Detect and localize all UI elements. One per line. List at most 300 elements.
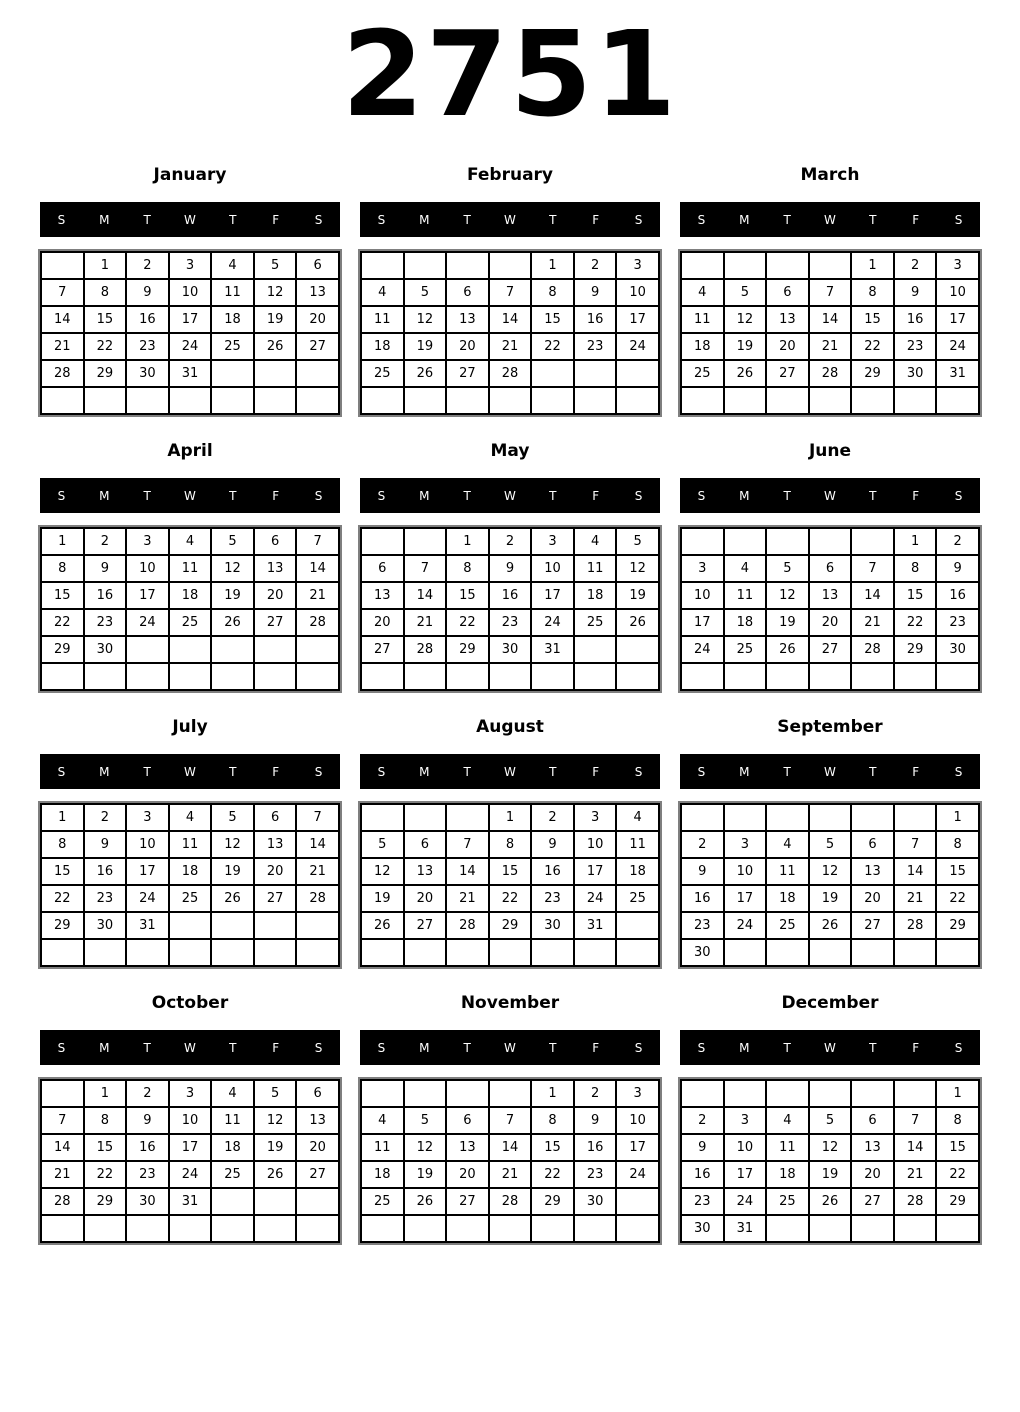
day-cell: 7 [851,555,894,582]
day-cell: 14 [296,555,339,582]
empty-day-cell [809,1215,852,1242]
day-cell: 26 [211,885,254,912]
day-cell: 11 [169,831,212,858]
empty-day-cell [296,360,339,387]
day-cell: 23 [531,885,574,912]
week-row [41,306,339,333]
day-cell: 23 [84,885,127,912]
day-cell: 3 [126,804,169,831]
weekday-header-may [360,478,660,513]
month-december [680,986,980,1243]
empty-day-cell [169,663,212,690]
day-cell: 20 [851,1161,894,1188]
day-cell: 4 [574,528,617,555]
day-cell: 14 [809,306,852,333]
empty-day-cell [681,804,724,831]
empty-day-cell [616,939,659,966]
empty-day-cell [126,1215,169,1242]
day-cell: 17 [616,306,659,333]
day-cell: 10 [531,555,574,582]
day-cell: 3 [616,1080,659,1107]
weekday-label: S [377,212,386,227]
weekday-label: S [57,764,66,779]
day-cell: 28 [489,1188,532,1215]
day-cell: 10 [724,1134,767,1161]
day-cell: 17 [169,306,212,333]
weekday-header-november [360,1030,660,1065]
day-cell: 1 [41,528,84,555]
month-title-may: May [490,441,530,461]
day-cell: 27 [404,912,447,939]
day-cell: 8 [41,831,84,858]
day-cell: 15 [531,306,574,333]
day-cell: 21 [894,885,937,912]
empty-day-cell [446,1215,489,1242]
empty-day-cell [531,1215,574,1242]
day-cell: 15 [531,1134,574,1161]
day-cell: 23 [894,333,937,360]
week-row [361,279,659,306]
day-cell: 20 [296,306,339,333]
day-cell: 14 [404,582,447,609]
day-cell: 2 [681,1107,724,1134]
day-cell: 27 [446,360,489,387]
empty-day-cell [211,912,254,939]
day-cell: 2 [84,804,127,831]
empty-day-cell [404,939,447,966]
weekday-label: F [272,764,280,779]
empty-day-cell [531,360,574,387]
week-row [41,1107,339,1134]
day-cell: 25 [361,1188,404,1215]
day-cell: 24 [574,885,617,912]
day-cell: 9 [84,831,127,858]
week-row [681,1188,979,1215]
day-cell: 5 [404,279,447,306]
day-cell: 19 [809,885,852,912]
empty-day-cell [616,1188,659,1215]
day-cell: 2 [84,528,127,555]
day-cell: 4 [361,279,404,306]
weekday-label: M [419,1040,430,1055]
month-january [40,158,340,415]
weekday-label: F [912,212,920,227]
empty-day-cell [211,939,254,966]
day-cell: 21 [489,333,532,360]
week-row [681,252,979,279]
day-cell: 8 [446,555,489,582]
weekday-header-july [40,754,340,789]
day-cell: 16 [574,1134,617,1161]
day-cell: 8 [851,279,894,306]
empty-day-cell [489,939,532,966]
weekday-label: S [954,488,963,503]
week-row [361,360,659,387]
day-cell: 23 [574,333,617,360]
empty-day-cell [809,252,852,279]
day-cell: 13 [446,306,489,333]
day-cell: 14 [894,1134,937,1161]
day-cell: 9 [936,555,979,582]
day-cell: 27 [851,1188,894,1215]
day-cell: 15 [489,858,532,885]
week-row [361,858,659,885]
month-july [40,710,340,967]
day-cell: 29 [41,636,84,663]
day-cell: 4 [766,831,809,858]
day-cell: 3 [126,528,169,555]
week-row [41,609,339,636]
day-cell: 23 [489,609,532,636]
day-cell: 9 [574,1107,617,1134]
day-cell: 5 [809,831,852,858]
month-title-june: June [808,441,852,461]
week-row [41,939,339,966]
day-cell: 24 [616,1161,659,1188]
day-cell: 6 [446,279,489,306]
day-cell: 25 [574,609,617,636]
day-cell: 18 [169,858,212,885]
day-cell: 22 [894,609,937,636]
day-cell: 10 [616,1107,659,1134]
empty-day-cell [254,912,297,939]
empty-day-cell [211,387,254,414]
week-row [361,555,659,582]
day-cell: 19 [404,333,447,360]
weekday-label: T [549,488,557,503]
empty-day-cell [169,1215,212,1242]
day-cell: 17 [126,858,169,885]
empty-day-cell [809,528,852,555]
empty-day-cell [724,1080,767,1107]
day-cell: 21 [809,333,852,360]
day-cell: 19 [766,609,809,636]
empty-day-cell [574,636,617,663]
day-cell: 15 [936,858,979,885]
week-row [681,1080,979,1107]
empty-day-cell [404,387,447,414]
day-cell: 26 [724,360,767,387]
day-cell: 18 [766,1161,809,1188]
weekday-label: W [824,1040,836,1055]
empty-day-cell [766,387,809,414]
day-cell: 21 [489,1161,532,1188]
week-row [681,636,979,663]
empty-day-cell [41,939,84,966]
day-cell: 28 [894,912,937,939]
day-cell: 30 [574,1188,617,1215]
day-cell: 7 [404,555,447,582]
day-cell: 12 [254,279,297,306]
day-cell: 12 [211,555,254,582]
day-cell: 14 [894,858,937,885]
day-cell: 21 [296,858,339,885]
day-cell: 11 [574,555,617,582]
day-grid-august [360,803,660,967]
weekday-label: T [869,1040,877,1055]
weekday-label: M [419,212,430,227]
day-cell: 19 [254,1134,297,1161]
month-title-january: January [153,165,227,185]
week-row [41,279,339,306]
empty-day-cell [574,1215,617,1242]
day-cell: 20 [254,582,297,609]
day-cell: 16 [894,306,937,333]
day-cell: 20 [766,333,809,360]
day-cell: 28 [851,636,894,663]
weekday-label: S [954,764,963,779]
day-cell: 1 [936,1080,979,1107]
day-cell: 5 [404,1107,447,1134]
day-cell: 7 [296,804,339,831]
day-cell: 8 [41,555,84,582]
weekday-header-february [360,202,660,237]
month-march [680,158,980,415]
day-cell: 12 [766,582,809,609]
day-grid-october [40,1079,340,1243]
day-cell: 14 [851,582,894,609]
empty-day-cell [766,939,809,966]
day-cell: 4 [681,279,724,306]
day-cell: 26 [766,636,809,663]
week-row [41,252,339,279]
day-cell: 7 [446,831,489,858]
month-title-december: December [781,993,879,1013]
day-cell: 28 [489,360,532,387]
day-cell: 16 [936,582,979,609]
day-cell: 5 [766,555,809,582]
day-cell: 22 [41,609,84,636]
empty-day-cell [211,1188,254,1215]
empty-day-cell [724,663,767,690]
weekday-label: T [549,764,557,779]
weekday-label: F [592,1040,600,1055]
weekday-label: T [143,488,151,503]
weekday-label: S [57,1040,66,1055]
day-cell: 20 [446,1161,489,1188]
weekday-label: T [869,764,877,779]
day-cell: 11 [766,858,809,885]
empty-day-cell [169,939,212,966]
week-row [361,306,659,333]
week-row [361,1188,659,1215]
day-cell: 19 [809,1161,852,1188]
day-cell: 25 [616,885,659,912]
day-cell: 20 [809,609,852,636]
week-row [361,1107,659,1134]
day-cell: 17 [616,1134,659,1161]
empty-day-cell [296,636,339,663]
week-row [41,636,339,663]
empty-day-cell [489,663,532,690]
day-cell: 13 [809,582,852,609]
week-row [681,333,979,360]
day-cell: 27 [254,609,297,636]
day-cell: 2 [574,252,617,279]
day-cell: 5 [254,252,297,279]
day-cell: 27 [296,333,339,360]
day-cell: 16 [126,306,169,333]
empty-day-cell [446,1080,489,1107]
day-cell: 4 [211,252,254,279]
day-cell: 1 [41,804,84,831]
empty-day-cell [574,360,617,387]
day-cell: 27 [766,360,809,387]
weekday-label: S [57,212,66,227]
empty-day-cell [574,939,617,966]
month-august [360,710,660,967]
day-cell: 15 [851,306,894,333]
weekday-label: T [229,212,237,227]
day-cell: 30 [681,1215,724,1242]
week-row [41,1161,339,1188]
week-row [361,912,659,939]
day-cell: 25 [361,360,404,387]
week-row [361,1134,659,1161]
week-row [361,636,659,663]
day-cell: 29 [531,1188,574,1215]
day-cell: 24 [126,885,169,912]
week-row [41,912,339,939]
day-cell: 29 [84,360,127,387]
weekday-label: F [912,1040,920,1055]
day-cell: 14 [296,831,339,858]
day-cell: 13 [851,858,894,885]
day-cell: 29 [894,636,937,663]
day-cell: 31 [126,912,169,939]
day-cell: 6 [766,279,809,306]
day-cell: 4 [169,528,212,555]
day-cell: 5 [211,804,254,831]
day-cell: 14 [489,306,532,333]
day-cell: 14 [489,1134,532,1161]
day-cell: 7 [894,1107,937,1134]
day-cell: 23 [126,1161,169,1188]
day-cell: 10 [126,555,169,582]
day-cell: 4 [724,555,767,582]
empty-day-cell [616,663,659,690]
day-cell: 22 [851,333,894,360]
week-row [681,1107,979,1134]
day-cell: 28 [404,636,447,663]
day-cell: 27 [296,1161,339,1188]
day-cell: 26 [404,360,447,387]
day-cell: 9 [489,555,532,582]
week-row [41,1188,339,1215]
week-row [41,528,339,555]
empty-day-cell [404,663,447,690]
day-cell: 11 [361,1134,404,1161]
week-row [41,1215,339,1242]
day-cell: 29 [446,636,489,663]
weekday-header-april [40,478,340,513]
empty-day-cell [681,1080,724,1107]
week-row [681,858,979,885]
day-cell: 31 [724,1215,767,1242]
weekday-label: S [954,212,963,227]
day-cell: 23 [681,1188,724,1215]
empty-day-cell [211,1215,254,1242]
day-cell: 23 [936,609,979,636]
day-grid-september [680,803,980,967]
week-row [41,663,339,690]
empty-day-cell [296,912,339,939]
day-grid-june [680,527,980,691]
day-cell: 18 [361,333,404,360]
day-cell: 8 [84,1107,127,1134]
day-cell: 2 [126,252,169,279]
empty-day-cell [616,1215,659,1242]
weekday-label: T [783,212,791,227]
weekday-header-october [40,1030,340,1065]
week-row [361,582,659,609]
day-cell: 18 [766,885,809,912]
day-cell: 19 [254,306,297,333]
day-cell: 25 [211,333,254,360]
empty-day-cell [296,663,339,690]
day-cell: 18 [616,858,659,885]
day-cell: 16 [574,306,617,333]
empty-day-cell [936,663,979,690]
day-cell: 13 [254,831,297,858]
day-cell: 15 [894,582,937,609]
day-cell: 29 [936,912,979,939]
day-cell: 21 [894,1161,937,1188]
day-grid-july [40,803,340,967]
month-april [40,434,340,691]
empty-day-cell [574,663,617,690]
day-cell: 22 [84,1161,127,1188]
day-cell: 15 [41,858,84,885]
day-cell: 13 [361,582,404,609]
day-cell: 1 [851,252,894,279]
weekday-label: T [463,764,471,779]
weekday-label: T [229,488,237,503]
day-cell: 9 [681,1134,724,1161]
week-row [41,804,339,831]
empty-day-cell [254,360,297,387]
weekday-label: F [592,212,600,227]
week-row [681,306,979,333]
week-row [41,333,339,360]
empty-day-cell [211,636,254,663]
day-cell: 31 [169,1188,212,1215]
day-cell: 5 [211,528,254,555]
day-cell: 7 [296,528,339,555]
day-cell: 3 [169,1080,212,1107]
empty-day-cell [489,252,532,279]
day-cell: 30 [84,636,127,663]
day-cell: 19 [211,582,254,609]
day-cell: 20 [446,333,489,360]
month-october [40,986,340,1243]
empty-day-cell [809,804,852,831]
empty-day-cell [296,387,339,414]
day-cell: 20 [254,858,297,885]
day-cell: 30 [894,360,937,387]
week-row [361,885,659,912]
day-cell: 1 [894,528,937,555]
day-cell: 10 [681,582,724,609]
day-cell: 24 [169,333,212,360]
empty-day-cell [724,528,767,555]
day-cell: 23 [681,912,724,939]
weekday-label: S [634,212,643,227]
day-cell: 12 [404,306,447,333]
empty-day-cell [766,1080,809,1107]
day-cell: 2 [489,528,532,555]
day-cell: 2 [894,252,937,279]
